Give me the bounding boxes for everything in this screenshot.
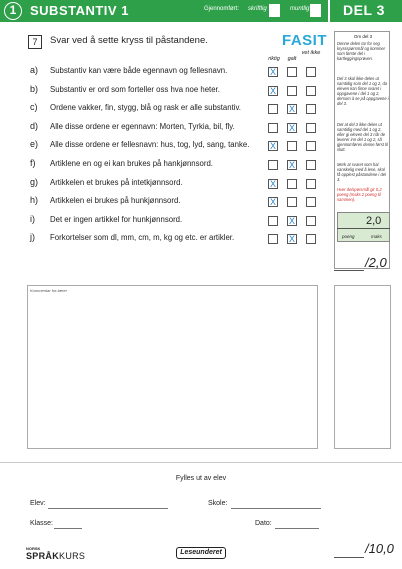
student-name-label: Elev: [30,500,46,507]
student-name-field[interactable] [48,508,168,509]
question-text: Alle disse ordene er egennavn: Morten, Tyrkia, bil, fly. [50,121,235,131]
question-letter: c) [30,102,38,113]
teacher-comment-box[interactable] [27,285,318,449]
wrong-checkbox[interactable] [287,179,297,189]
wrong-checkbox[interactable] [287,67,297,77]
chapter-title: SUBSTANTIV 1 [30,3,129,18]
question-text: Substantiv kan være både egennavn og fellesnavn. [50,66,228,75]
date-label: Dato: [255,520,272,527]
correct-checkbox[interactable] [268,123,278,133]
question-text: Ordene vakker, fin, stygg, blå og rask er alle substantiv. [50,103,241,113]
question-text: Substantiv er ord som forteller oss hva noe heter. [50,84,220,94]
correct-checkbox[interactable]: X [269,178,276,189]
wrong-checkbox[interactable] [287,141,297,151]
correct-checkbox[interactable]: X [269,85,276,96]
task-instruction: Svar ved å sette kryss til påstandene. [50,35,208,46]
dont-know-checkbox[interactable] [306,234,316,244]
side-note-3: Det at del 3 ikke deles ut samtidig med del 1 og 2, eller gi eleven del 3 når de leverer inn del 1 og 2, så gjennomføres denne først til slutt. [337,122,388,152]
date-field[interactable] [275,528,319,529]
dont-know-checkbox[interactable] [306,67,316,77]
correct-checkbox[interactable]: X [269,197,276,208]
question-text: Alle disse ordene er fellesnavn: hus, tog, lyd, sang, tanke. [50,140,250,150]
max-score-value: 2,0 [366,215,382,227]
task-score-entry-line[interactable] [334,270,364,271]
teacher-comment-label: Kommentar fra lærer [30,288,67,293]
question-text: Artiklene en og ei kan brukes på hankjønnsord. [50,159,213,168]
header-divider [328,0,330,22]
correct-checkbox[interactable] [268,216,278,226]
question-letter: e) [30,139,39,150]
student-section-title: Fylles ut av elev [175,475,227,482]
publisher-logo: Leseunderet [176,547,226,559]
answer-key-label: FASIT [282,32,328,49]
correct-checkbox[interactable] [268,104,278,114]
completed-label: Gjennomført: [204,6,240,12]
question-letter: a) [30,65,39,75]
logo-norsk-text: NORSK [26,546,41,551]
logo-kurs-text: KURS [59,551,86,561]
wrong-checkbox[interactable] [287,86,297,96]
question-letter: i) [30,213,35,224]
logo-sprak-text: SPRÅK [26,551,60,561]
side-note-4: Merk at svaret som har vanskelig med å lese, skal få opplest påstandene i del 3. [337,162,386,182]
oral-checkbox[interactable] [310,4,321,17]
max-label: maks [371,234,382,239]
question-letter: j) [30,232,35,243]
total-score-entry-line[interactable] [334,557,364,558]
dont-know-checkbox[interactable] [306,197,316,207]
wrong-checkbox[interactable] [287,197,297,207]
question-letter: h) [30,195,39,206]
class-label: Klasse: [30,520,53,527]
question-text: Det er ingen artikkel for hunkjønnsord. [50,214,183,224]
school-label: Skole: [208,500,228,507]
score-entry-line[interactable] [337,228,390,229]
wrong-checkbox[interactable]: X [288,160,295,170]
chapter-number: 1 [4,2,22,20]
oral-label: muntlig [290,6,310,12]
question-letter: d) [30,120,39,131]
dont-know-checkbox[interactable] [306,216,316,226]
correct-checkbox[interactable] [268,234,278,244]
column-header-dont-know: vet ikke [301,50,321,56]
question-letter: b) [30,83,39,94]
side-blank-box [334,285,391,449]
wrong-checkbox[interactable]: X [288,104,295,115]
dont-know-checkbox[interactable] [306,179,316,189]
dont-know-checkbox[interactable] [306,160,316,170]
dont-know-checkbox[interactable] [306,123,316,133]
dont-know-checkbox[interactable] [306,141,316,151]
written-label: skriftlig [248,6,267,12]
side-panel-title: Om del 3 [353,34,373,39]
question-letter: g) [30,176,39,187]
section-divider [0,462,402,463]
dont-know-checkbox[interactable] [306,104,316,114]
task-number: 7 [28,35,42,49]
header-bar [0,0,402,22]
task-total-score: /2,0 [365,255,387,270]
correct-checkbox[interactable] [268,160,278,170]
question-text: Artikkelen ei brukes på hunkjønnsord. [50,196,181,206]
part-label: DEL 3 [343,2,385,18]
question-letter: f) [30,158,36,168]
written-checkbox[interactable] [269,4,280,17]
dont-know-checkbox[interactable] [306,86,316,96]
correct-checkbox[interactable]: X [269,141,276,152]
total-score: /10,0 [365,541,394,556]
side-note-2: Del 3 skal ikke deles ut samtidig som del 1 og 2, da eleven kan finne svaret i oppgavene i del 1 og 2, dersom à se på oppgavene i del 3. [337,76,389,106]
side-note-1: Denne delen tar for seg kryssspørsmål og kommer som første del i kartleggingsprøven. [337,41,385,61]
question-text: Forkortelser som dl, mm, cm, m, kg og etc. er artikler. [50,233,235,243]
wrong-checkbox[interactable]: X [288,122,295,133]
wrong-checkbox[interactable]: X [288,234,295,245]
wrong-checkbox[interactable]: X [288,215,295,226]
column-header-wrong: galt [287,56,297,62]
column-header-correct: riktig [268,56,280,62]
norsk-sprakkurs-logo [26,551,85,561]
side-note-scoring: Hver delspørsmål gir 0,2 poeng (maks 2 poeng til sammen). [337,187,382,202]
correct-checkbox[interactable]: X [269,67,276,77]
school-field[interactable] [231,508,321,509]
question-text: Artikkelen et brukes på intetkjønnsord. [50,177,183,187]
class-field[interactable] [54,528,82,529]
points-label: poeng [342,234,355,239]
